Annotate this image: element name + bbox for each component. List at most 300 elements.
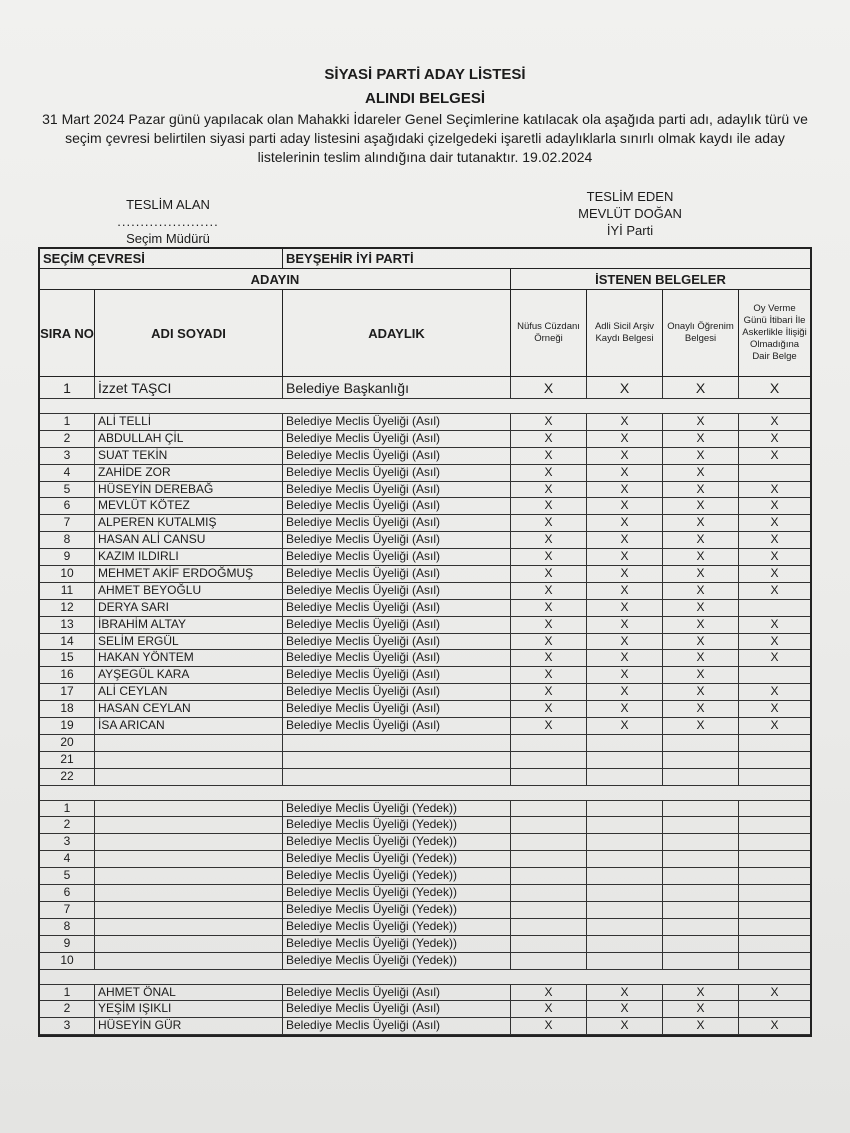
row-name [95,817,283,833]
row-mark [663,953,739,969]
row-name: ALPEREN KUTALMIŞ [95,515,283,531]
col-doc-education: Onaylı Öğrenim Belgesi [663,290,739,376]
row-name: İSA ARICAN [95,718,283,734]
row-mark: X [587,377,663,398]
row-name: SELİM ERGÜL [95,634,283,650]
row-mark: X [511,667,587,683]
row-type: Belediye Meclis Üyeliği (Asıl) [283,532,511,548]
row-name: İzzet TAŞCI [95,377,283,398]
row-type: Belediye Meclis Üyeliği (Yedek)) [283,851,511,867]
row-type: Belediye Meclis Üyeliği (Asıl) [283,549,511,565]
row-mark: X [770,566,779,581]
row-mark [587,735,663,751]
table-row [40,834,810,851]
row-mark: X [770,414,779,428]
row-mark: X [663,583,739,599]
row-no: 7 [40,902,95,918]
row-mark [511,735,587,751]
row-type: Belediye Meclis Üyeliği (Asıl) [283,684,511,700]
row-no: 17 [40,684,95,700]
row-mark: X [587,1018,663,1034]
row-name [95,902,283,918]
row-name [95,752,283,768]
col-no: SIRA NO [40,290,95,376]
row-mark [663,902,739,918]
row-no: 18 [40,701,95,717]
row-mark: X [770,1018,779,1033]
row-name [95,769,283,785]
council-section [40,414,810,786]
row-mark: X [663,515,739,531]
row-name: AYŞEGÜL KARA [95,667,283,683]
row-mark [663,834,739,850]
row-mark [739,1001,810,1017]
row-name [95,953,283,969]
row-type: Belediye Meclis Üyeliği (Asıl) [283,414,511,430]
row-name: YEŞİM IŞIKLI [95,1001,283,1017]
row-mark: X [587,465,663,481]
row-type: Belediye Meclis Üyeliği (Yedek)) [283,919,511,935]
row-mark: X [663,482,739,498]
row-mark: X [511,377,587,398]
row-mark: X [587,549,663,565]
row-mark: X [663,1001,739,1017]
row-mark [739,851,810,867]
row-no: 4 [40,465,95,481]
row-type: Belediye Meclis Üyeliği (Asıl) [283,718,511,734]
table-row [40,801,810,818]
row-no: 16 [40,667,95,683]
row-name: HAKAN YÖNTEM [95,650,283,666]
document-title: SİYASİ PARTİ ADAY LİSTESİ [324,66,526,83]
row-no: 1 [40,377,95,398]
row-no: 10 [40,953,95,969]
row-mark: X [511,650,587,666]
row-mark: X [770,549,779,564]
row-mark: X [770,633,779,648]
section-gap [40,786,810,801]
row-mark: X [587,701,663,717]
row-no: 3 [40,834,95,850]
table-row [40,769,810,786]
row-name: AHMET BEYOĞLU [95,583,283,599]
deliverer-name: MEVLÜT DOĞAN [578,206,682,221]
row-mark [663,735,739,751]
row-type: Belediye Meclis Üyeliği (Asıl) [283,650,511,666]
row-mark [587,919,663,935]
row-type [283,752,511,768]
row-mark [511,885,587,901]
row-no: 10 [40,566,95,582]
row-name: ALİ TELLİ [95,414,283,430]
row-mark: X [511,498,587,514]
row-mark: X [663,566,739,582]
row-mark: X [511,414,587,430]
row-no: 13 [40,617,95,633]
row-no: 7 [40,515,95,531]
receiver-signature-line: ...................... [117,214,219,229]
row-type: Belediye Meclis Üyeliği (Yedek)) [283,953,511,969]
table-row [40,431,810,448]
deliverer-block [550,188,710,239]
row-mark: X [769,379,780,396]
row-no: 19 [40,718,95,734]
table-row [40,885,810,902]
row-name [95,936,283,952]
row-type [283,769,511,785]
row-mark: X [663,650,739,666]
row-type [283,735,511,751]
table-row [40,465,810,482]
row-type: Belediye Meclis Üyeliği (Yedek)) [283,834,511,850]
row-mark: X [511,448,587,464]
row-type: Belediye Meclis Üyeliği (Asıl) [283,465,511,481]
row-mark: X [511,617,587,633]
row-name: İBRAHİM ALTAY [95,617,283,633]
row-mark: X [663,549,739,565]
row-mark: X [511,549,587,565]
row-mark: X [663,985,739,1001]
row-mark [663,936,739,952]
table-row [40,953,810,970]
row-no: 4 [40,851,95,867]
row-no: 22 [40,769,95,785]
table-row [40,936,810,953]
row-mark: X [663,465,739,481]
row-mark [663,752,739,768]
row-name: MEVLÜT KÖTEZ [95,498,283,514]
row-name [95,801,283,817]
row-mark: X [770,616,779,631]
row-name: HÜSEYİN DEREBAĞ [95,482,283,498]
row-type: Belediye Meclis Üyeliği (Asıl) [283,448,511,464]
section-gap [40,399,810,414]
row-mark [587,902,663,918]
row-mark [511,851,587,867]
row-mark [739,919,810,935]
row-no: 3 [40,448,95,464]
col-doc-military: Oy Verme Günü İtibari İle Askerlikle İlişiği Olmadığına Dair Belge [742,303,807,362]
row-name [95,919,283,935]
row-no: 21 [40,752,95,768]
row-mark [511,752,587,768]
row-type: Belediye Meclis Üyeliği (Asıl) [283,634,511,650]
row-type: Belediye Meclis Üyeliği (Asıl) [283,566,511,582]
row-mark: X [770,701,779,716]
table-row [40,498,810,515]
row-mark: X [770,515,779,530]
row-mark: X [511,701,587,717]
row-mark: X [770,481,779,496]
row-mark [511,868,587,884]
row-name: KAZIM ILDIRLI [95,549,283,565]
row-mark: X [587,650,663,666]
row-type: Belediye Meclis Üyeliği (Asıl) [283,515,511,531]
row-mark: X [511,1018,587,1034]
table-row [40,667,810,684]
table-row [40,448,810,465]
row-mark [663,919,739,935]
row-mark [739,902,810,918]
row-mark: X [511,718,587,734]
table-row [40,684,810,701]
table-row [40,701,810,718]
row-mark: X [663,617,739,633]
row-mark: X [663,532,739,548]
row-no: 1 [40,414,95,430]
row-mark: X [663,498,739,514]
group-header-row [40,269,810,290]
row-mark: X [663,448,739,464]
row-mark: X [663,1018,739,1034]
row-mark: X [511,684,587,700]
row-mark [663,801,739,817]
col-doc-id: Nüfus Cüzdanı Örneği [511,290,587,376]
row-name: AHMET ÖNAL [95,985,283,1001]
row-no: 6 [40,498,95,514]
row-mark: X [511,566,587,582]
intro-paragraph: 31 Mart 2024 Pazar günü yapılacak olan Mahakki İdareler Genel Seçimlerine katılacak ola aşağıda parti adı, adaylık türü ve seçim çevresi belirtilen siyasi parti aday listesini aşağıdaki çizelgedeki işaretli adaylıklarla sınırlı olmak kaydı ile aday listelerinin teslim alındığına dair tutanaktır. 19.02.2024 [42,111,808,165]
row-mark [739,936,810,952]
row-mark [511,953,587,969]
row-mark [663,885,739,901]
row-mark: X [663,377,739,398]
row-no: 3 [40,1018,95,1034]
row-mark: X [663,600,739,616]
row-mark [663,868,739,884]
row-type: Belediye Meclis Üyeliği (Asıl) [283,583,511,599]
mayor-row [40,377,810,399]
row-mark [739,735,810,751]
row-type: Belediye Meclis Üyeliği (Asıl) [283,1018,511,1034]
row-type: Belediye Meclis Üyeliği (Yedek)) [283,868,511,884]
row-no: 1 [40,985,95,1001]
row-mark [511,801,587,817]
row-mark [739,600,810,616]
row-mark [663,817,739,833]
row-mark [739,817,810,833]
row-no: 20 [40,735,95,751]
receiver-block [108,196,228,247]
row-type: Belediye Meclis Üyeliği (Yedek)) [283,801,511,817]
table-row [40,650,810,667]
row-type: Belediye Meclis Üyeliği (Asıl) [283,1001,511,1017]
row-mark: X [770,532,779,547]
row-mark: X [587,532,663,548]
row-mark: X [511,431,587,447]
row-mark: X [587,583,663,599]
row-mark: X [587,515,663,531]
row-no: 9 [40,549,95,565]
row-no: 5 [40,868,95,884]
district-value: BEYŞEHİR İYİ PARTİ [286,251,414,266]
table-row [40,919,810,936]
row-no: 1 [40,801,95,817]
row-mark: X [770,650,779,665]
col-doc-record: Adli Sicil Arşiv Kaydı Belgesi [587,290,663,376]
row-type: Belediye Meclis Üyeliği (Asıl) [283,600,511,616]
row-name: SUAT TEKİN [95,448,283,464]
row-mark [587,752,663,768]
row-type: Belediye Başkanlığı [283,377,511,398]
receiver-role: Seçim Müdürü [126,231,210,246]
row-mark: X [587,985,663,1001]
row-mark [739,752,810,768]
row-mark [739,465,810,481]
row-mark: X [511,985,587,1001]
table-row [40,532,810,549]
row-mark: X [511,482,587,498]
row-mark [739,667,810,683]
row-name: HASAN ALİ CANSU [95,532,283,548]
row-mark [663,851,739,867]
row-mark [587,851,663,867]
row-no: 5 [40,482,95,498]
row-no: 9 [40,936,95,952]
candidate-header: ADAYIN [40,269,511,289]
row-mark: X [511,532,587,548]
row-name [95,885,283,901]
col-name: ADI SOYADI [95,290,283,376]
row-name: MEHMET AKİF ERDOĞMUŞ [95,566,283,582]
row-mark: X [663,718,739,734]
table-row [40,902,810,919]
table-row [40,851,810,868]
section-gap [40,970,810,985]
table-row [40,868,810,885]
table-row [40,752,810,769]
row-name: HÜSEYİN GÜR [95,1018,283,1034]
row-mark [587,868,663,884]
row-mark [587,834,663,850]
row-mark: X [587,566,663,582]
row-no: 6 [40,885,95,901]
row-mark [739,834,810,850]
row-mark: X [511,1001,587,1017]
row-name [95,834,283,850]
row-no: 8 [40,919,95,935]
table-row [40,735,810,752]
row-mark: X [587,482,663,498]
row-mark [739,885,810,901]
table-row [40,634,810,651]
table-row [40,414,810,431]
row-name: ALİ CEYLAN [95,684,283,700]
column-header-row [40,290,810,377]
row-mark: X [511,634,587,650]
row-mark: X [663,634,739,650]
row-type: Belediye Meclis Üyeliği (Asıl) [283,617,511,633]
row-mark: X [770,684,779,699]
row-mark: X [587,718,663,734]
table-row [40,583,810,600]
district-row [40,249,810,269]
row-mark: X [663,701,739,717]
row-no: 11 [40,583,95,599]
table-row [40,549,810,566]
row-mark: X [587,431,663,447]
row-mark: X [587,414,663,430]
table-row [40,718,810,735]
row-name [95,735,283,751]
row-type: Belediye Meclis Üyeliği (Asıl) [283,667,511,683]
row-mark: X [511,583,587,599]
table-row [40,985,810,1002]
row-no: 8 [40,532,95,548]
row-type: Belediye Meclis Üyeliği (Yedek)) [283,885,511,901]
table-row [40,515,810,532]
table-row [40,817,810,834]
receiver-label: TESLİM ALAN [126,197,210,212]
row-no: 2 [40,817,95,833]
row-mark [511,817,587,833]
row-mark: X [587,634,663,650]
row-mark: X [587,1001,663,1017]
row-type: Belediye Meclis Üyeliği (Yedek)) [283,902,511,918]
row-type: Belediye Meclis Üyeliği (Yedek)) [283,936,511,952]
row-mark: X [587,617,663,633]
row-mark: X [663,414,739,430]
row-mark [511,936,587,952]
row-type: Belediye Meclis Üyeliği (Asıl) [283,985,511,1001]
row-mark: X [770,582,779,597]
row-no: 12 [40,600,95,616]
row-no: 2 [40,431,95,447]
row-mark: X [587,684,663,700]
row-type: Belediye Meclis Üyeliği (Asıl) [283,498,511,514]
district-label: SEÇİM ÇEVRESİ [40,249,283,268]
table-row [40,566,810,583]
reserve-section [40,801,810,970]
row-name: DERYA SARI [95,600,283,616]
row-mark: X [770,430,779,445]
row-name: ZAHİDE ZOR [95,465,283,481]
row-mark [587,885,663,901]
row-mark [587,817,663,833]
row-mark: X [587,667,663,683]
col-type: ADAYLIK [283,290,511,376]
row-mark: X [587,448,663,464]
row-mark [739,868,810,884]
document-subtitle: ALINDI BELGESİ [364,90,485,107]
row-mark [587,769,663,785]
row-type: Belediye Meclis Üyeliği (Asıl) [283,482,511,498]
row-mark [587,953,663,969]
row-mark: X [587,600,663,616]
row-mark [511,834,587,850]
row-mark: X [770,718,779,733]
row-mark: X [587,498,663,514]
row-mark [663,769,739,785]
row-type: Belediye Meclis Üyeliği (Asıl) [283,431,511,447]
row-mark [587,936,663,952]
row-name [95,868,283,884]
row-name [95,851,283,867]
row-no: 2 [40,1001,95,1017]
deliverer-label: TESLİM EDEN [586,189,674,204]
row-mark: X [511,465,587,481]
row-mark: X [770,498,779,513]
row-mark [511,902,587,918]
table-row [40,617,810,634]
row-mark [739,801,810,817]
row-name: ABDULLAH ÇİL [95,431,283,447]
candidate-table [38,247,812,1037]
row-no: 15 [40,650,95,666]
row-mark [739,769,810,785]
row-no: 14 [40,634,95,650]
row-mark [511,769,587,785]
